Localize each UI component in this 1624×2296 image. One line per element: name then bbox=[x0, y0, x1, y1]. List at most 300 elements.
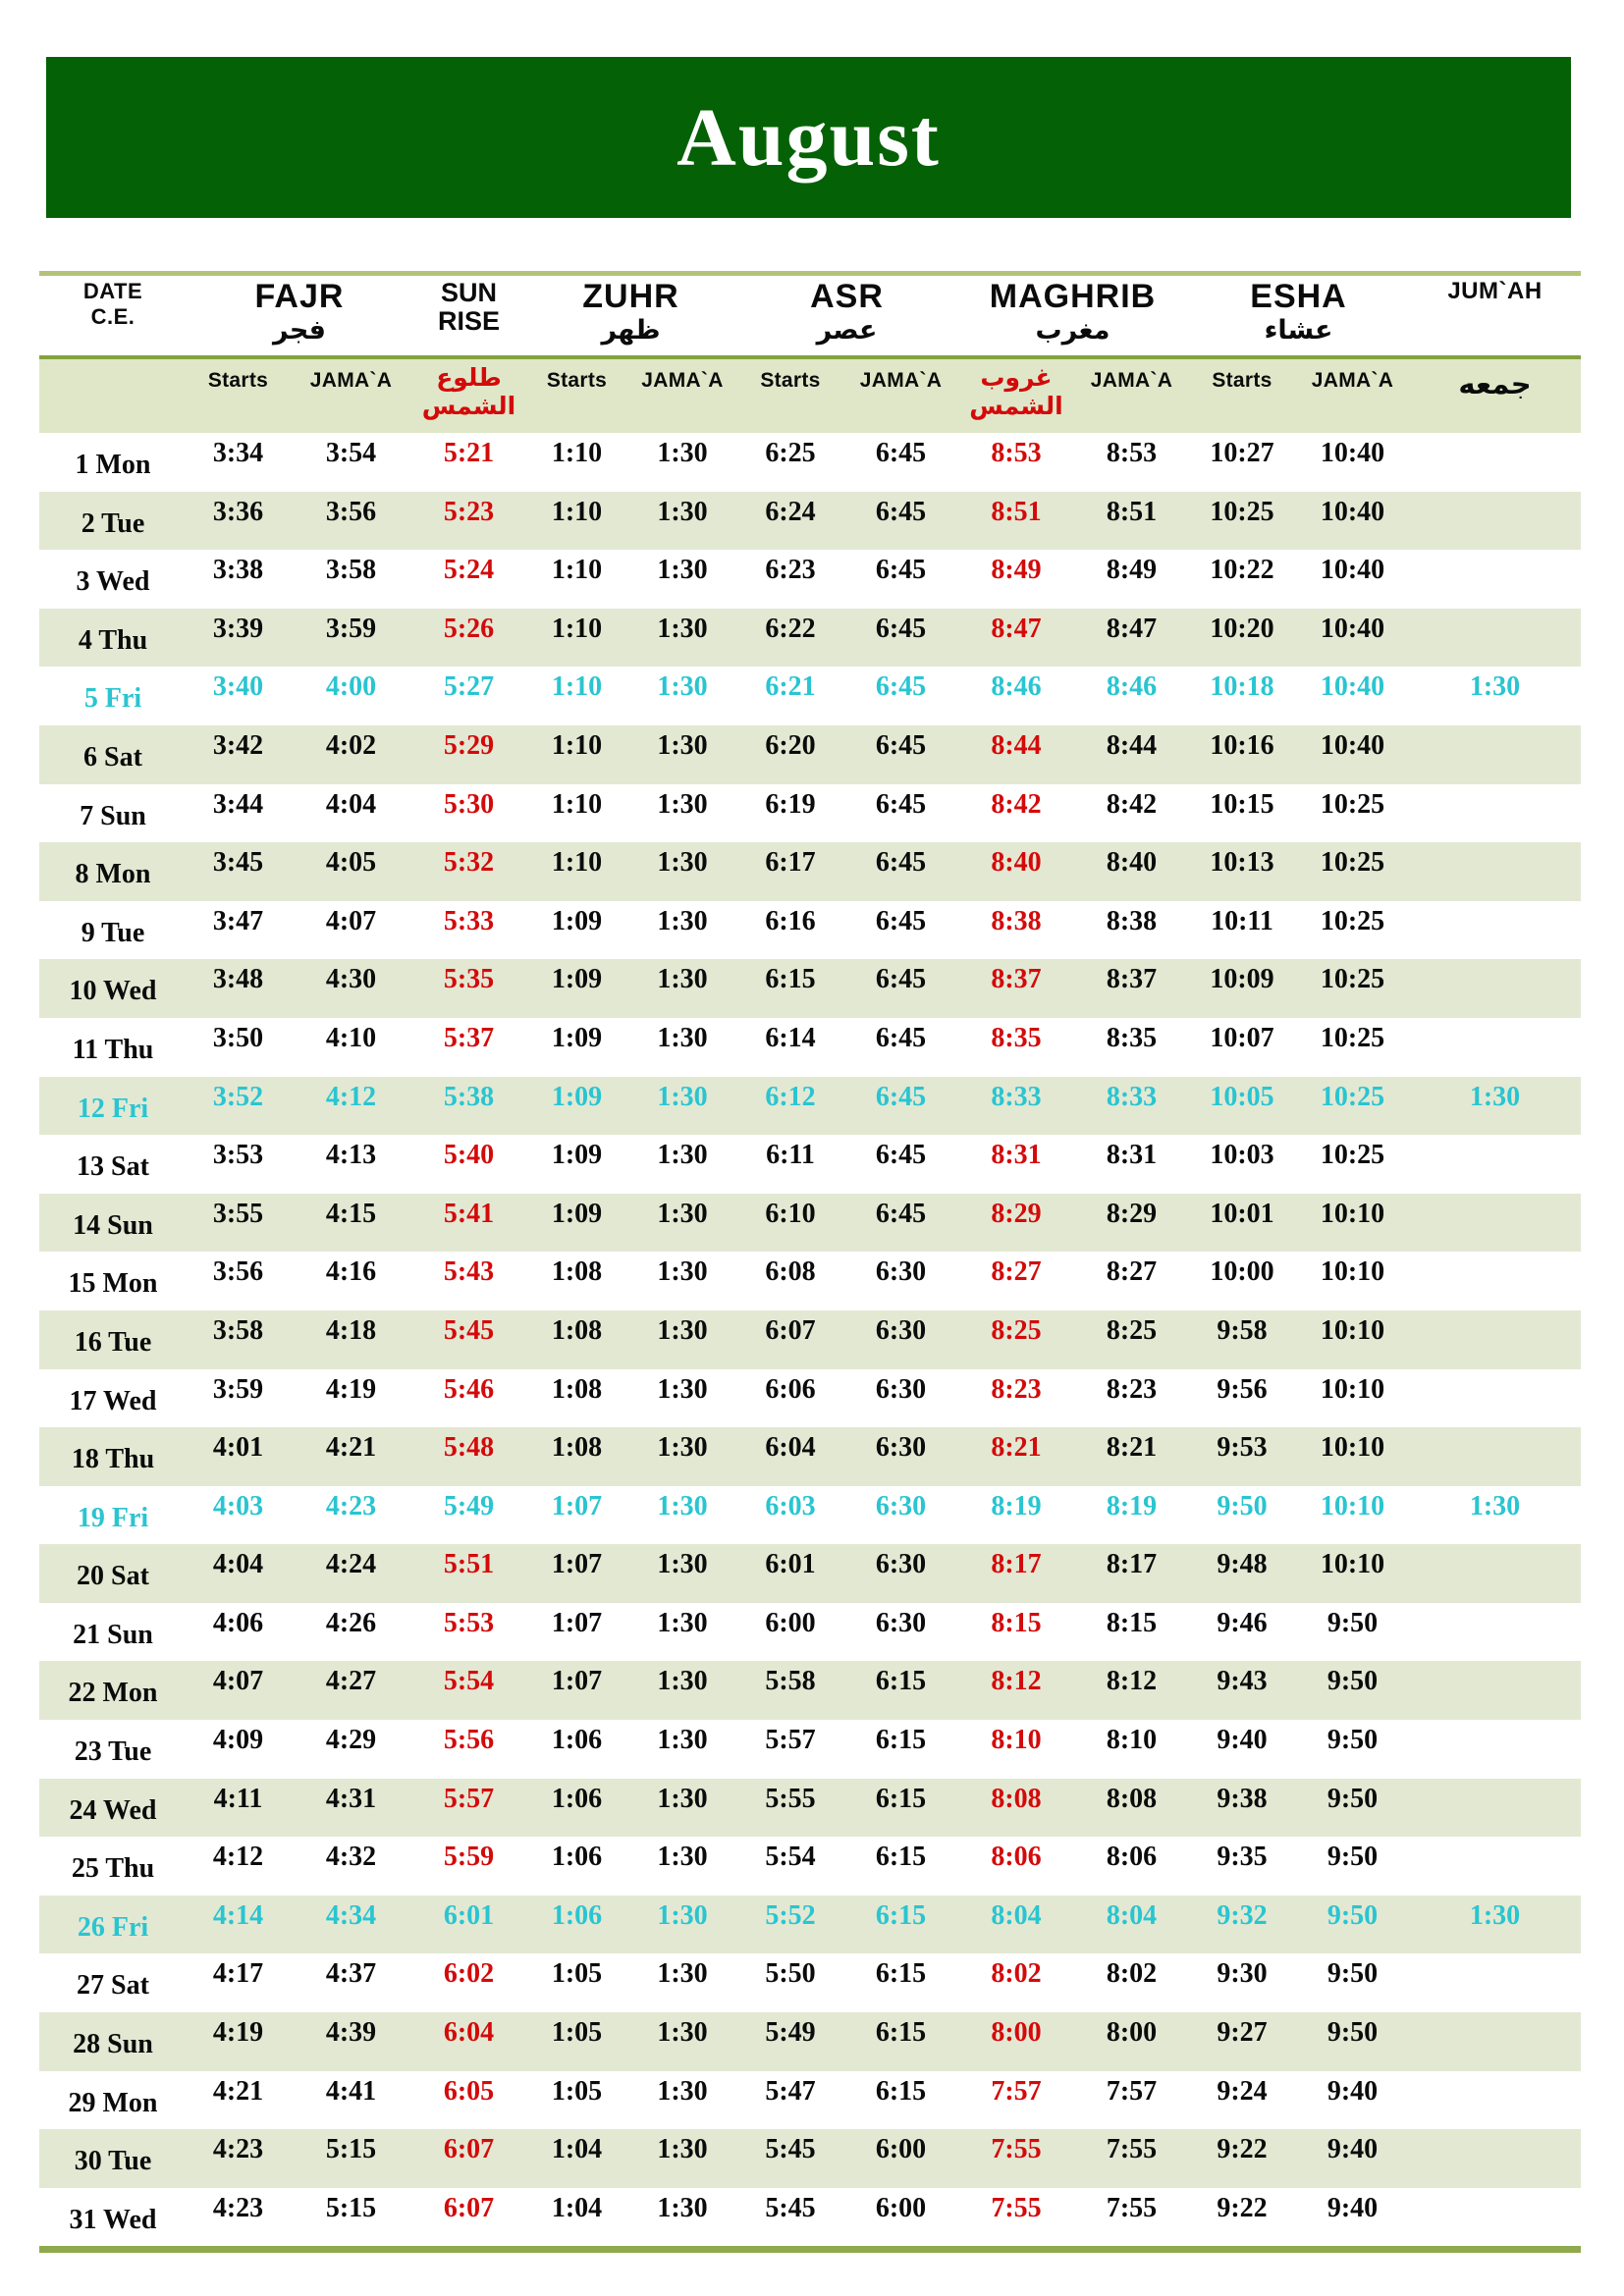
time-cell: 1:30 bbox=[657, 2075, 708, 2107]
time-cell: 8:10 bbox=[1106, 1725, 1158, 1756]
time-cell: 6:05 bbox=[443, 2075, 495, 2107]
column-header-sunrise bbox=[412, 276, 525, 355]
time-cell: 3:34 bbox=[212, 438, 264, 468]
time-cell: 10:11 bbox=[1211, 905, 1273, 936]
time-cell: 3:36 bbox=[212, 496, 264, 527]
time-cell: 8:04 bbox=[991, 1899, 1042, 1931]
time-cell: 4:07 bbox=[325, 905, 377, 936]
table-row bbox=[39, 1077, 1581, 1136]
time-cell: 5:54 bbox=[443, 1666, 495, 1697]
time-cell: 3:59 bbox=[212, 1373, 264, 1405]
time-cell: 1:09 bbox=[551, 964, 603, 995]
time-cell: 6:30 bbox=[875, 1607, 927, 1638]
time-cell: 1:10 bbox=[551, 555, 603, 586]
time-cell: 10:27 bbox=[1210, 438, 1274, 468]
time-cell: 4:41 bbox=[325, 2075, 377, 2107]
time-cell: 9:50 bbox=[1326, 1783, 1379, 1814]
time-cell: 10:13 bbox=[1210, 847, 1274, 879]
time-cell: 6:30 bbox=[875, 1314, 927, 1346]
jumah-cell bbox=[1409, 1310, 1581, 1369]
time-cell: 9:22 bbox=[1217, 2134, 1268, 2165]
header-label: C.E. bbox=[90, 304, 135, 329]
header-arabic-label: فجر bbox=[273, 315, 326, 346]
time-cell: 4:29 bbox=[325, 1725, 377, 1756]
time-cell: 4:12 bbox=[325, 1081, 377, 1112]
time-cell: 10:10 bbox=[1320, 1256, 1385, 1288]
time-cell: 6:15 bbox=[875, 1899, 927, 1931]
time-cell: 1:30 bbox=[657, 438, 708, 468]
column-header-asr bbox=[736, 276, 957, 355]
time-cell: 1:07 bbox=[551, 1607, 603, 1638]
date-cell: 16 Tue bbox=[74, 1326, 152, 1358]
header-arabic-label: مغرب bbox=[1035, 315, 1110, 346]
time-cell: 8:51 bbox=[991, 496, 1042, 527]
date-cell: 19 Fri bbox=[77, 1502, 149, 1533]
time-cell: 1:05 bbox=[551, 2017, 603, 2049]
header-label: SUN bbox=[440, 278, 497, 307]
time-cell: 1:10 bbox=[551, 613, 603, 644]
time-cell: 8:27 bbox=[1106, 1256, 1158, 1288]
time-cell: 1:30 bbox=[657, 905, 708, 936]
time-cell: 1:10 bbox=[551, 729, 603, 761]
time-cell: 8:35 bbox=[1106, 1022, 1158, 1053]
time-cell: 4:06 bbox=[212, 1607, 264, 1638]
time-cell: 5:21 bbox=[443, 438, 495, 468]
time-cell: 4:31 bbox=[325, 1783, 377, 1814]
time-cell: 1:06 bbox=[551, 1783, 603, 1814]
time-cell: 8:15 bbox=[991, 1607, 1042, 1638]
time-cell: 8:08 bbox=[1106, 1783, 1158, 1814]
time-cell: 1:30 bbox=[657, 1490, 708, 1522]
time-cell: 3:53 bbox=[212, 1140, 264, 1171]
time-cell: 7:55 bbox=[1106, 2134, 1158, 2165]
time-cell: 6:04 bbox=[443, 2017, 495, 2049]
jumah-cell bbox=[1409, 2188, 1581, 2247]
header-arabic-label: عصر bbox=[816, 315, 878, 346]
time-cell: 4:18 bbox=[325, 1314, 377, 1346]
table-row bbox=[39, 959, 1581, 1018]
table-row bbox=[39, 1369, 1581, 1428]
time-cell: 3:56 bbox=[325, 496, 377, 527]
jumah-cell: 1:30 bbox=[1469, 1490, 1521, 1522]
time-cell: 10:25 bbox=[1320, 847, 1385, 879]
time-cell: 9:43 bbox=[1217, 1666, 1268, 1697]
date-cell: 11 Thu bbox=[72, 1034, 154, 1065]
time-cell: 8:42 bbox=[991, 788, 1042, 820]
time-cell: 6:20 bbox=[765, 729, 816, 761]
time-cell: 8:44 bbox=[1106, 729, 1158, 761]
time-cell: 8:17 bbox=[1106, 1549, 1158, 1580]
time-cell: 1:09 bbox=[551, 905, 603, 936]
time-cell: 9:50 bbox=[1326, 1725, 1379, 1756]
subheader-sunrise-arabic: طلوع الشمس bbox=[421, 363, 516, 420]
time-cell: 6:45 bbox=[875, 1022, 927, 1053]
table-header bbox=[39, 276, 1581, 355]
table-row bbox=[39, 725, 1581, 784]
time-cell: 9:50 bbox=[1326, 2017, 1379, 2049]
time-cell: 5:38 bbox=[443, 1081, 495, 1112]
time-cell: 1:30 bbox=[657, 1256, 708, 1288]
time-cell: 1:30 bbox=[657, 788, 708, 820]
time-cell: 6:04 bbox=[765, 1432, 816, 1464]
time-cell: 6:15 bbox=[875, 1842, 927, 1873]
header-label: DATE bbox=[82, 279, 143, 303]
time-cell: 1:09 bbox=[551, 1140, 603, 1171]
time-cell: 1:30 bbox=[657, 1783, 708, 1814]
time-cell: 5:55 bbox=[765, 1783, 816, 1814]
time-cell: 1:07 bbox=[551, 1490, 603, 1522]
time-cell: 5:47 bbox=[765, 2075, 816, 2107]
date-cell: 6 Sat bbox=[83, 741, 142, 773]
time-cell: 10:01 bbox=[1210, 1198, 1274, 1229]
column-header-zuhr bbox=[525, 276, 736, 355]
time-cell: 10:40 bbox=[1320, 671, 1385, 703]
time-cell: 4:01 bbox=[212, 1432, 264, 1464]
time-cell: 4:04 bbox=[212, 1549, 264, 1580]
time-cell: 6:45 bbox=[875, 671, 927, 703]
jumah-cell bbox=[1409, 1603, 1581, 1662]
time-cell: 3:45 bbox=[212, 847, 264, 879]
time-cell: 6:02 bbox=[443, 1958, 495, 1990]
time-cell: 9:50 bbox=[1217, 1490, 1268, 1522]
jumah-cell bbox=[1409, 550, 1581, 609]
jumah-cell bbox=[1409, 492, 1581, 551]
subheader-fajr-starts: Starts bbox=[207, 369, 269, 392]
time-cell: 3:39 bbox=[212, 613, 264, 644]
time-cell: 4:34 bbox=[325, 1899, 377, 1931]
date-cell: 22 Mon bbox=[68, 1678, 158, 1709]
time-cell: 3:47 bbox=[212, 905, 264, 936]
time-cell: 3:54 bbox=[325, 438, 377, 468]
time-cell: 7:55 bbox=[991, 2192, 1042, 2223]
date-cell: 14 Sun bbox=[73, 1209, 153, 1241]
time-cell: 6:06 bbox=[765, 1373, 816, 1405]
time-cell: 8:40 bbox=[991, 847, 1042, 879]
time-cell: 9:35 bbox=[1217, 1842, 1268, 1873]
jumah-cell bbox=[1409, 1544, 1581, 1603]
time-cell: 6:15 bbox=[765, 964, 816, 995]
time-cell: 5:58 bbox=[765, 1666, 816, 1697]
time-cell: 9:50 bbox=[1326, 1607, 1379, 1638]
date-cell: 12 Fri bbox=[77, 1093, 149, 1124]
time-cell: 1:30 bbox=[657, 2134, 708, 2165]
time-cell: 8:49 bbox=[991, 555, 1042, 586]
header-label: FAJR bbox=[254, 278, 345, 315]
time-cell: 6:07 bbox=[443, 2134, 495, 2165]
time-cell: 10:10 bbox=[1320, 1198, 1385, 1229]
time-cell: 3:52 bbox=[212, 1081, 264, 1112]
time-cell: 6:30 bbox=[875, 1490, 927, 1522]
time-cell: 8:51 bbox=[1106, 496, 1158, 527]
table-row bbox=[39, 2071, 1581, 2130]
time-cell: 3:59 bbox=[325, 613, 377, 644]
column-header-date bbox=[39, 276, 187, 355]
time-cell: 5:45 bbox=[443, 1314, 495, 1346]
time-cell: 9:46 bbox=[1217, 1607, 1268, 1638]
time-cell: 10:40 bbox=[1320, 555, 1385, 586]
time-cell: 1:30 bbox=[657, 496, 708, 527]
time-cell: 6:11 bbox=[766, 1140, 815, 1171]
jumah-cell bbox=[1409, 2071, 1581, 2130]
time-cell: 1:10 bbox=[551, 671, 603, 703]
time-cell: 5:15 bbox=[325, 2134, 377, 2165]
time-cell: 6:14 bbox=[765, 1022, 816, 1053]
time-cell: 1:30 bbox=[657, 2192, 708, 2223]
header-label: ZUHR bbox=[582, 278, 679, 315]
time-cell: 6:45 bbox=[875, 1081, 927, 1112]
time-cell: 6:30 bbox=[875, 1256, 927, 1288]
time-cell: 10:10 bbox=[1320, 1549, 1385, 1580]
table-row bbox=[39, 1018, 1581, 1077]
time-cell: 4:19 bbox=[325, 1373, 377, 1405]
time-cell: 4:09 bbox=[212, 1725, 264, 1756]
time-cell: 8:47 bbox=[991, 613, 1042, 644]
time-cell: 10:10 bbox=[1320, 1314, 1385, 1346]
table-row bbox=[39, 1953, 1581, 2012]
jumah-cell bbox=[1409, 1427, 1581, 1486]
table-body bbox=[39, 433, 1581, 2246]
time-cell: 10:20 bbox=[1210, 613, 1274, 644]
jumah-cell bbox=[1409, 959, 1581, 1018]
time-cell: 5:29 bbox=[443, 729, 495, 761]
time-cell: 6:45 bbox=[875, 729, 927, 761]
time-cell: 3:50 bbox=[212, 1022, 264, 1053]
time-cell: 8:49 bbox=[1106, 555, 1158, 586]
date-cell: 9 Tue bbox=[81, 917, 145, 948]
table-row bbox=[39, 1661, 1581, 1720]
time-cell: 10:16 bbox=[1210, 729, 1274, 761]
time-cell: 8:40 bbox=[1106, 847, 1158, 879]
jumah-cell: 1:30 bbox=[1469, 1081, 1521, 1112]
time-cell: 3:42 bbox=[212, 729, 264, 761]
time-cell: 8:27 bbox=[991, 1256, 1042, 1288]
time-cell: 6:00 bbox=[875, 2192, 927, 2223]
date-cell: 25 Thu bbox=[71, 1853, 155, 1885]
time-cell: 8:53 bbox=[1106, 438, 1158, 468]
time-cell: 10:10 bbox=[1320, 1373, 1385, 1405]
subheader-esha-jamaa: JAMA`A bbox=[1311, 369, 1394, 392]
time-cell: 1:04 bbox=[551, 2192, 603, 2223]
time-cell: 1:30 bbox=[657, 613, 708, 644]
jumah-cell bbox=[1409, 1720, 1581, 1779]
date-cell: 30 Tue bbox=[74, 2146, 152, 2177]
time-cell: 5:15 bbox=[325, 2192, 377, 2223]
time-cell: 4:11 bbox=[213, 1783, 263, 1814]
jumah-cell bbox=[1409, 1252, 1581, 1310]
table-row bbox=[39, 1310, 1581, 1369]
time-cell: 6:22 bbox=[765, 613, 816, 644]
time-cell: 4:19 bbox=[212, 2017, 264, 2049]
time-cell: 1:05 bbox=[551, 2075, 603, 2107]
time-cell: 10:25 bbox=[1320, 964, 1385, 995]
time-cell: 8:17 bbox=[991, 1549, 1042, 1580]
time-cell: 9:27 bbox=[1217, 2017, 1268, 2049]
time-cell: 1:30 bbox=[657, 1432, 708, 1464]
time-cell: 1:10 bbox=[551, 438, 603, 468]
time-cell: 5:49 bbox=[443, 1490, 495, 1522]
jumah-cell bbox=[1409, 2012, 1581, 2071]
time-cell: 8:19 bbox=[991, 1490, 1042, 1522]
header-label: RISE bbox=[437, 306, 501, 336]
time-cell: 6:30 bbox=[875, 1549, 927, 1580]
date-cell: 1 Mon bbox=[75, 450, 151, 480]
time-cell: 8:31 bbox=[1106, 1140, 1158, 1171]
table-row bbox=[39, 1603, 1581, 1662]
table-row bbox=[39, 1896, 1581, 1954]
time-cell: 1:08 bbox=[551, 1256, 603, 1288]
table-row bbox=[39, 1779, 1581, 1838]
time-cell: 7:55 bbox=[1106, 2192, 1158, 2223]
time-cell: 4:05 bbox=[325, 847, 377, 879]
time-cell: 1:09 bbox=[551, 1081, 603, 1112]
date-cell: 15 Mon bbox=[68, 1268, 158, 1300]
time-cell: 4:26 bbox=[325, 1607, 377, 1638]
time-cell: 8:33 bbox=[1106, 1081, 1158, 1112]
time-cell: 4:24 bbox=[325, 1549, 377, 1580]
time-cell: 8:21 bbox=[1106, 1432, 1158, 1464]
time-cell: 6:10 bbox=[765, 1198, 816, 1229]
time-cell: 8:04 bbox=[1106, 1899, 1158, 1931]
date-cell: 10 Wed bbox=[69, 976, 157, 1007]
time-cell: 5:45 bbox=[765, 2134, 816, 2165]
time-cell: 8:06 bbox=[991, 1842, 1042, 1873]
time-cell: 9:24 bbox=[1217, 2075, 1268, 2107]
time-cell: 1:10 bbox=[551, 788, 603, 820]
header-arabic-label: ظهر bbox=[601, 315, 661, 346]
time-cell: 8:29 bbox=[1106, 1198, 1158, 1229]
time-cell: 10:40 bbox=[1320, 438, 1385, 468]
time-cell: 1:06 bbox=[551, 1725, 603, 1756]
subheader-sunset-arabic: غروب الشمس bbox=[969, 363, 1063, 420]
time-cell: 9:48 bbox=[1217, 1549, 1268, 1580]
time-cell: 6:19 bbox=[765, 788, 816, 820]
time-cell: 8:38 bbox=[991, 905, 1042, 936]
time-cell: 10:25 bbox=[1320, 1081, 1385, 1112]
time-cell: 1:30 bbox=[657, 1081, 708, 1112]
time-cell: 1:30 bbox=[657, 1140, 708, 1171]
time-cell: 5:41 bbox=[443, 1198, 495, 1229]
time-cell: 6:45 bbox=[875, 788, 927, 820]
column-header-esha bbox=[1188, 276, 1409, 355]
time-cell: 1:04 bbox=[551, 2134, 603, 2165]
table-row bbox=[39, 433, 1581, 492]
time-cell: 5:30 bbox=[443, 788, 495, 820]
time-cell: 10:10 bbox=[1320, 1490, 1385, 1522]
time-cell: 6:21 bbox=[765, 671, 816, 703]
time-cell: 9:40 bbox=[1217, 1725, 1268, 1756]
time-cell: 8:47 bbox=[1106, 613, 1158, 644]
jumah-cell bbox=[1409, 1018, 1581, 1077]
jumah-cell bbox=[1409, 1837, 1581, 1896]
time-cell: 9:40 bbox=[1326, 2075, 1379, 2107]
subheader-jumah-arabic: جمعه bbox=[1458, 367, 1532, 400]
time-cell: 10:22 bbox=[1210, 555, 1274, 586]
time-cell: 10:40 bbox=[1320, 613, 1385, 644]
time-cell: 5:54 bbox=[765, 1842, 816, 1873]
time-cell: 8:46 bbox=[991, 671, 1042, 703]
time-cell: 8:42 bbox=[1106, 788, 1158, 820]
jumah-cell bbox=[1409, 1779, 1581, 1838]
time-cell: 6:12 bbox=[765, 1081, 816, 1112]
time-cell: 5:45 bbox=[765, 2192, 816, 2223]
time-cell: 5:52 bbox=[765, 1899, 816, 1931]
header-label: ASR bbox=[810, 278, 884, 315]
time-cell: 1:08 bbox=[551, 1314, 603, 1346]
time-cell: 1:30 bbox=[657, 1022, 708, 1053]
month-title: August bbox=[677, 91, 941, 184]
time-cell: 6:00 bbox=[765, 1607, 816, 1638]
time-cell: 8:19 bbox=[1106, 1490, 1158, 1522]
time-cell: 9:30 bbox=[1217, 1958, 1268, 1990]
date-cell: 5 Fri bbox=[83, 683, 142, 715]
time-cell: 4:15 bbox=[325, 1198, 377, 1229]
time-cell: 8:12 bbox=[991, 1666, 1042, 1697]
table-subheader bbox=[39, 359, 1581, 433]
date-cell: 27 Sat bbox=[77, 1970, 149, 2002]
time-cell: 1:30 bbox=[657, 1842, 708, 1873]
time-cell: 5:40 bbox=[443, 1140, 495, 1171]
table-row bbox=[39, 1427, 1581, 1486]
time-cell: 1:08 bbox=[551, 1373, 603, 1405]
subheader-empty bbox=[39, 359, 187, 433]
table-row bbox=[39, 609, 1581, 667]
jumah-cell: 1:30 bbox=[1469, 671, 1521, 703]
time-cell: 5:48 bbox=[443, 1432, 495, 1464]
time-cell: 4:03 bbox=[212, 1490, 264, 1522]
date-cell: 17 Wed bbox=[69, 1385, 157, 1416]
time-cell: 5:50 bbox=[765, 1958, 816, 1990]
time-cell: 4:21 bbox=[212, 2075, 264, 2107]
table-row bbox=[39, 1135, 1581, 1194]
time-cell: 6:15 bbox=[875, 2017, 927, 2049]
jumah-cell bbox=[1409, 1661, 1581, 1720]
time-cell: 10:25 bbox=[1320, 1022, 1385, 1053]
time-cell: 8:06 bbox=[1106, 1842, 1158, 1873]
time-cell: 5:23 bbox=[443, 496, 495, 527]
time-cell: 10:07 bbox=[1210, 1022, 1274, 1053]
time-cell: 9:50 bbox=[1326, 1842, 1379, 1873]
time-cell: 5:33 bbox=[443, 905, 495, 936]
time-cell: 9:38 bbox=[1217, 1783, 1268, 1814]
time-cell: 6:45 bbox=[875, 964, 927, 995]
time-cell: 6:01 bbox=[765, 1549, 816, 1580]
time-cell: 5:53 bbox=[443, 1607, 495, 1638]
time-cell: 5:56 bbox=[443, 1725, 495, 1756]
jumah-cell bbox=[1409, 609, 1581, 667]
header-arabic-label: عشاء bbox=[1264, 315, 1333, 346]
time-cell: 9:32 bbox=[1217, 1899, 1268, 1931]
jumah-cell bbox=[1409, 725, 1581, 784]
time-cell: 3:58 bbox=[212, 1314, 264, 1346]
table-row bbox=[39, 1194, 1581, 1253]
time-cell: 1:30 bbox=[657, 729, 708, 761]
time-cell: 4:12 bbox=[212, 1842, 264, 1873]
time-cell: 5:43 bbox=[443, 1256, 495, 1288]
jumah-cell: 1:30 bbox=[1469, 1899, 1521, 1931]
date-cell: 13 Sat bbox=[77, 1151, 149, 1183]
time-cell: 8:23 bbox=[991, 1373, 1042, 1405]
time-cell: 4:10 bbox=[325, 1022, 377, 1053]
jumah-cell bbox=[1409, 842, 1581, 901]
date-cell: 28 Sun bbox=[73, 2029, 153, 2060]
time-cell: 4:04 bbox=[325, 788, 377, 820]
date-cell: 7 Sun bbox=[80, 800, 146, 831]
time-cell: 7:55 bbox=[991, 2134, 1042, 2165]
time-cell: 8:44 bbox=[991, 729, 1042, 761]
date-cell: 31 Wed bbox=[69, 2204, 157, 2235]
time-cell: 4:14 bbox=[212, 1899, 264, 1931]
jumah-cell bbox=[1409, 901, 1581, 960]
